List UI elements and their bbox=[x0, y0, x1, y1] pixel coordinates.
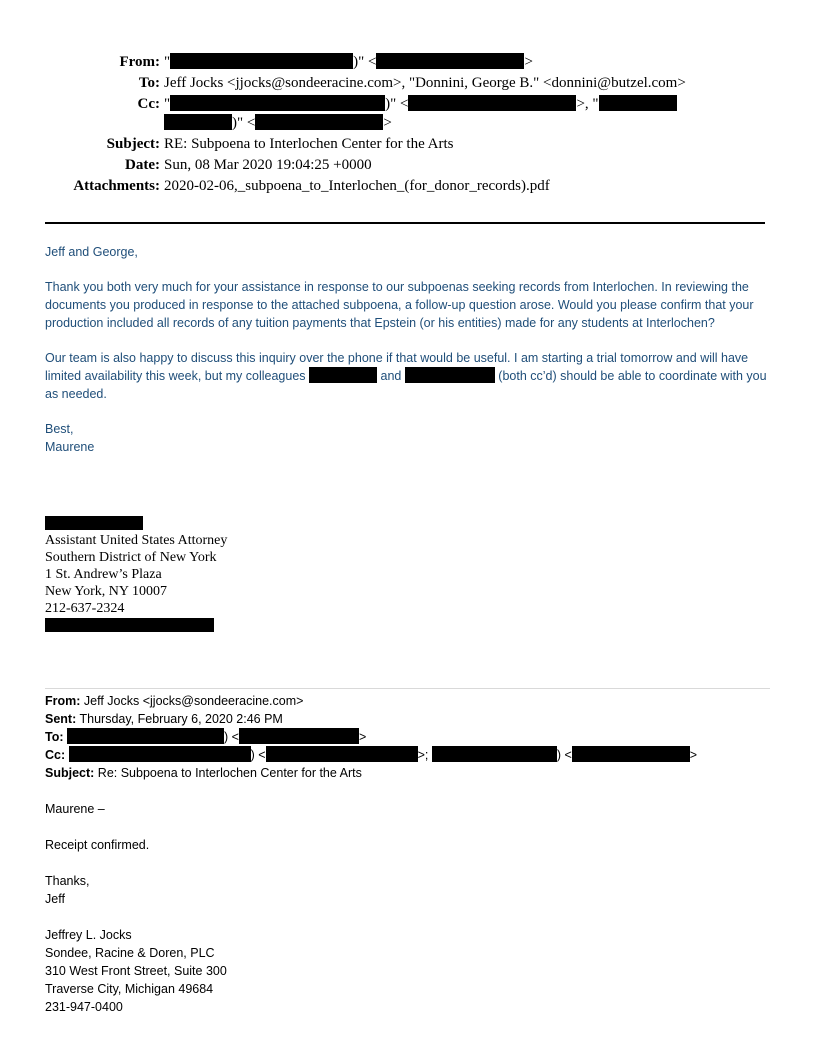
attachment-link[interactable]: 2020-02-06,_subpoena_to_Interlochen_(for_donor_records).pdf bbox=[164, 178, 550, 194]
closing: Best, bbox=[45, 422, 74, 436]
greeting: Jeff and George, bbox=[45, 245, 138, 259]
prev-from-row: From: Jeff Jocks <jjocks@sondeeracine.com> bbox=[45, 694, 304, 708]
from-value: " )" < > bbox=[164, 54, 533, 70]
redaction-box bbox=[170, 53, 353, 69]
email-header bbox=[0, 52, 816, 197]
redaction-box bbox=[170, 95, 385, 111]
header-from-row bbox=[0, 52, 816, 73]
redaction-box bbox=[45, 618, 214, 632]
signature-title: Assistant United States Attorney bbox=[45, 533, 228, 548]
paragraph-1: Thank you both very much for your assistance in response to our subpoenas seeking records from Interlochen. In reviewing the documents you produced in response to the attached subpoena, a follow-up question arose. Would you please confirm that your production included all records of any tuition payments that Epstein (or his entities) made for any students at Interlochen? bbox=[45, 280, 754, 330]
redaction-box bbox=[405, 367, 495, 383]
signature-address-2: New York, NY 10007 bbox=[45, 584, 167, 599]
date-label: Date: bbox=[125, 157, 160, 173]
prev-thanks: Thanks, bbox=[45, 874, 90, 888]
header-divider bbox=[45, 222, 765, 224]
signoff-name: Maurene bbox=[45, 440, 95, 454]
to-value: Jeff Jocks <jjocks@sondeeracine.com>, "Donnini, George B." <donnini@butzel.com> bbox=[164, 75, 686, 91]
prev-name: Jeff bbox=[45, 892, 65, 906]
cc-value-line2: )" < > bbox=[164, 113, 392, 134]
prev-sig-address-1: 310 West Front Street, Suite 300 bbox=[45, 964, 227, 978]
signature-phone: 212-637-2324 bbox=[45, 601, 125, 616]
prev-sig-phone: 231-947-0400 bbox=[45, 1000, 123, 1014]
prev-cc-row: Cc: ) < >; ) < > bbox=[45, 748, 698, 762]
cc-value-line1: " )" < >, " bbox=[164, 94, 677, 115]
signature-block bbox=[45, 515, 227, 634]
prev-sig-address-2: Traverse City, Michigan 49684 bbox=[45, 982, 214, 996]
prev-salutation: Maurene – bbox=[45, 802, 105, 816]
prev-sig-name: Jeffrey L. Jocks bbox=[45, 928, 132, 942]
redaction-box bbox=[432, 746, 557, 762]
redaction-box bbox=[45, 516, 143, 530]
redaction-box bbox=[67, 728, 224, 744]
subject-label: Subject: bbox=[106, 136, 160, 152]
prev-body: Receipt confirmed. bbox=[45, 838, 150, 852]
redaction-box bbox=[164, 114, 232, 130]
paragraph-2: Our team is also happy to discuss this inquiry over the phone if that would be useful. I am starting a trial tomorrow and will have limited availability this week, but my colleagues and (both cc’d) should be able to coordinate with you as needed. bbox=[45, 351, 767, 401]
redaction-box bbox=[255, 114, 383, 130]
from-label: From: bbox=[119, 54, 160, 70]
header-date-row bbox=[0, 155, 816, 176]
previous-email bbox=[45, 692, 775, 1016]
header-cc-row bbox=[0, 94, 816, 134]
header-subject-row bbox=[0, 134, 816, 155]
prev-sent-row: Sent: Thursday, February 6, 2020 2:46 PM bbox=[45, 712, 283, 726]
message-body bbox=[45, 243, 770, 456]
prev-to-row: To: ) < > bbox=[45, 730, 367, 744]
header-to-row bbox=[0, 73, 816, 94]
redaction-box bbox=[69, 746, 251, 762]
header-attachments-row bbox=[0, 176, 816, 197]
to-label: To: bbox=[138, 75, 160, 91]
signature-address-1: 1 St. Andrew’s Plaza bbox=[45, 567, 162, 582]
prev-sig-firm: Sondee, Racine & Doren, PLC bbox=[45, 946, 215, 960]
redaction-box bbox=[572, 746, 690, 762]
subject-value: RE: Subpoena to Interlochen Center for the Arts bbox=[164, 136, 454, 152]
prev-subject-row: Subject: Re: Subpoena to Interlochen Center for the Arts bbox=[45, 766, 362, 780]
redaction-box bbox=[309, 367, 377, 383]
redaction-box bbox=[266, 746, 418, 762]
redaction-box bbox=[599, 95, 677, 111]
signature-office: Southern District of New York bbox=[45, 550, 217, 565]
cc-label: Cc: bbox=[137, 96, 160, 112]
redaction-box bbox=[408, 95, 576, 111]
attachments-label: Attachments: bbox=[73, 178, 160, 194]
redaction-box bbox=[376, 53, 524, 69]
redaction-box bbox=[239, 728, 359, 744]
date-value: Sun, 08 Mar 2020 19:04:25 +0000 bbox=[164, 157, 372, 173]
quoted-message-divider bbox=[45, 688, 770, 689]
